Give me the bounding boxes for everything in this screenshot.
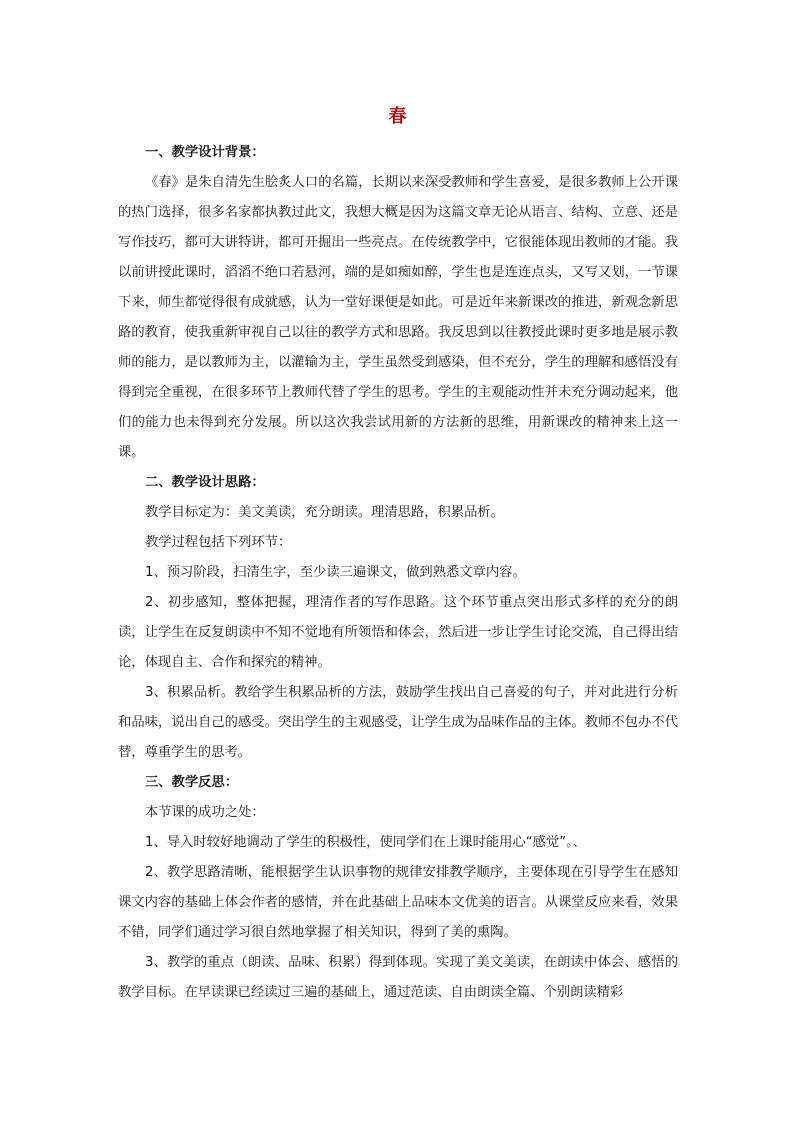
paragraph: 1、导入时较好地调动了学生的积极性，使同学们在上课时能用心“感觉”。、 — [145, 835, 587, 850]
section-teaching-reflection — [118, 768, 678, 1008]
paragraph: 本节课的成功之处： — [145, 805, 265, 820]
paragraph: 1、预习阶段，扫清生字，至少读三遍课文，做到熟悉文章内容。 — [145, 565, 526, 580]
paragraph: 教学目标定为：美文美读，充分朗读。理清思路，积累品析。 — [145, 505, 505, 520]
paragraph: 3、积累品析。教给学生积累品析的方法，鼓励学生找出自己喜爱的句子，并对此进行分析和品味，说出自己的感受。突出学生的主观感受，让学生成为品味作品的主体。教师不包办不代替，尊重学生的思考。 — [118, 685, 678, 760]
paragraph: 2、初步感知，整体把握，理清作者的写作思路。这个环节重点突出形式多样的充分的朗读，让学生在反复朗读中不知不觉地有所领悟和体会，然后进一步让学生讨论交流，自己得出结论，体现自主、合作和探究的精神。 — [118, 595, 678, 670]
section-heading: 一、教学设计背景： — [145, 145, 265, 160]
section-heading: 二、教学设计思路： — [145, 475, 265, 490]
paragraph: 《春》是朱自清先生脍炙人口的名篇，长期以来深受教师和学生喜爱，是很多教师上公开课的热门选择，很多名家都执教过此文，我想大概是因为这篇文章无论从语言、结构、立意、还是写作技巧，都可大讲特讲，都可开掘出一些亮点。在传统教学中，它很能体现出教师的才能。我以前讲授此课时，滔滔不绝口若悬河，端的是如痴如醉，学生也是连连点头，又写又划，一节课下来，师生都觉得很有成就感，认为一堂好课便是如此。可是近年来新课改的推进，新观念新思路的教育，使我重新审视自己以往的教学方式和思路。我反思到以往教授此课时更多地是展示教师的能力，是以教师为主，以灌输为主，学生虽然受到感染，但不充分，学生的理解和感悟没有得到完全重视，在很多环节上教师代替了学生的思考。学生的主观能动性并未充分调动起来，他们的能力也未得到充分发展。所以这次我尝试用新的方法新的思维，用新课改的精神来上这一课。 — [118, 175, 678, 460]
document-page — [118, 104, 678, 1008]
section-teaching-design-background — [118, 138, 678, 468]
paragraph: 2、教学思路清晰，能根据学生认识事物的规律安排教学顺序，主要体现在引导学生在感知课文内容的基础上体会作者的感情，并在此基础上品味本文优美的语言。从课堂反应来看，效果不错，同学们通过学习很自然地掌握了相关知识，得到了美的熏陶。 — [118, 865, 678, 940]
paragraph: 教学过程包括下列环节： — [145, 535, 292, 550]
paragraph: 3、教学的重点（朗读、品味、积累）得到体现。实现了美文美读，在朗读中体会、感悟的教学目标。在早读课已经读过三遍的基础上，通过范读、自由朗读全篇、个别朗读精彩 — [118, 955, 678, 1000]
section-teaching-design-approach — [118, 468, 678, 768]
section-heading: 三、教学反思： — [145, 775, 239, 790]
document-title: 春 — [388, 106, 408, 127]
